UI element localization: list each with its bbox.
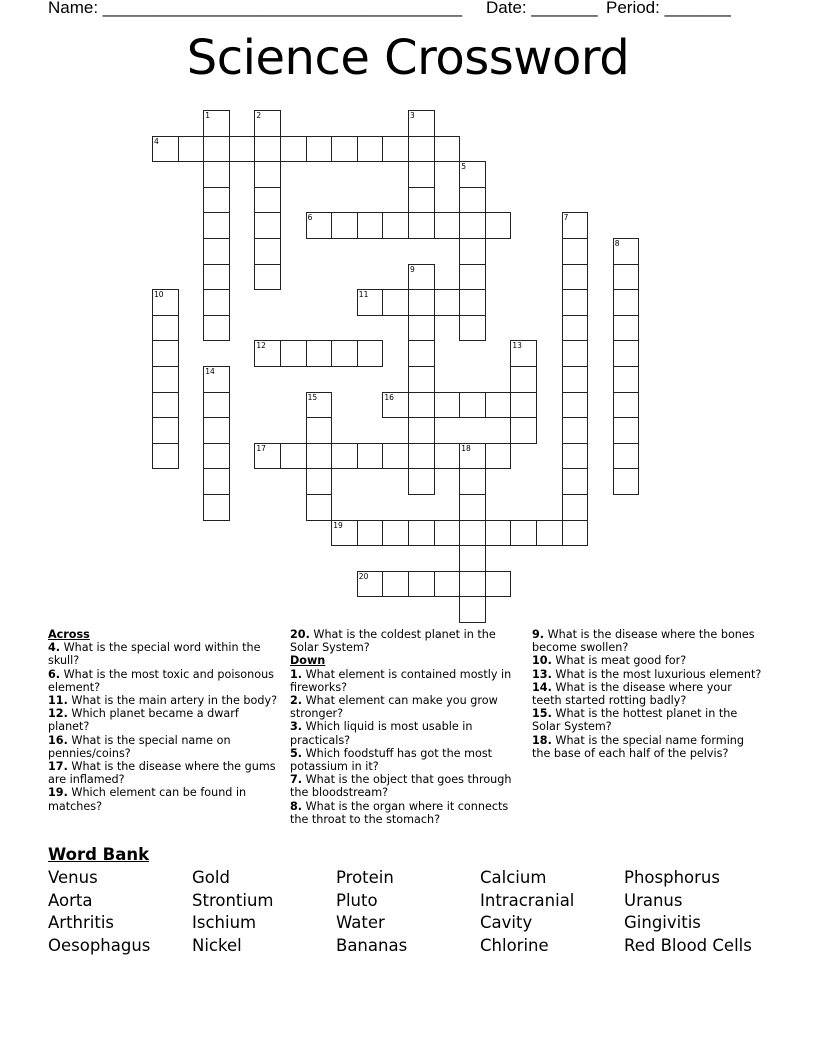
crossword-cell[interactable] bbox=[485, 520, 512, 547]
crossword-cell[interactable] bbox=[152, 366, 179, 393]
crossword-cell[interactable] bbox=[382, 520, 409, 547]
clue-down-18: 18. What is the special name forming the base of each half of the pelvis? bbox=[532, 733, 745, 760]
word-bank-list bbox=[48, 867, 768, 957]
crossword-cell[interactable] bbox=[254, 161, 281, 188]
word-bank-item: Oesophagus bbox=[48, 935, 151, 955]
crossword-cell[interactable] bbox=[459, 212, 486, 239]
clue-number: 12 bbox=[256, 341, 266, 351]
crossword-cell[interactable] bbox=[254, 238, 281, 265]
crossword-cell[interactable] bbox=[613, 289, 640, 316]
crossword-cell[interactable] bbox=[408, 417, 435, 444]
crossword-cell[interactable] bbox=[152, 315, 179, 342]
crossword-cell[interactable] bbox=[382, 289, 409, 316]
clue-across-6: 6. What is the most toxic and poisonous element? bbox=[48, 667, 274, 694]
crossword-cell[interactable] bbox=[357, 520, 384, 547]
crossword-cell[interactable] bbox=[459, 468, 486, 495]
word-bank-heading: Word Bank bbox=[48, 845, 150, 864]
page-title: Science Crossword bbox=[186, 30, 630, 86]
crossword-cell[interactable] bbox=[331, 136, 358, 163]
clue-across-4: 4. What is the special word within the skull? bbox=[48, 641, 261, 668]
crossword-cell[interactable] bbox=[434, 289, 461, 316]
crossword-cell[interactable] bbox=[357, 212, 384, 239]
clue-number: 16 bbox=[384, 392, 394, 402]
crossword-cell[interactable] bbox=[280, 340, 307, 367]
crossword-cell[interactable] bbox=[459, 545, 486, 572]
crossword-cell[interactable] bbox=[203, 187, 230, 214]
crossword-cell[interactable] bbox=[562, 315, 589, 342]
crossword-cell[interactable] bbox=[613, 468, 640, 495]
clue-down-15: 15. What is the hottest planet in the Solar System? bbox=[532, 707, 738, 734]
clue-number: 11 bbox=[358, 290, 369, 300]
down-heading: Down bbox=[290, 654, 326, 668]
crossword-cell[interactable] bbox=[408, 315, 435, 342]
word-bank-item: Pluto bbox=[336, 890, 378, 910]
clue-number: 9 bbox=[410, 264, 415, 274]
crossword-cell[interactable] bbox=[459, 596, 486, 623]
crossword-cell[interactable] bbox=[254, 136, 281, 163]
word-bank-item: Uranus bbox=[624, 890, 683, 910]
crossword-cell[interactable] bbox=[280, 136, 307, 163]
crossword-cell[interactable] bbox=[331, 212, 358, 239]
crossword-cell[interactable] bbox=[306, 494, 333, 521]
crossword-cell[interactable] bbox=[331, 340, 358, 367]
crossword-cell[interactable] bbox=[254, 340, 281, 367]
crossword-cell[interactable] bbox=[459, 264, 486, 291]
clue-number: 3 bbox=[410, 111, 415, 120]
across-heading: Across bbox=[48, 628, 90, 641]
crossword-cell[interactable] bbox=[203, 468, 230, 495]
clue-number: 15 bbox=[307, 392, 318, 402]
crossword-cell[interactable] bbox=[408, 571, 435, 598]
crossword-cell[interactable] bbox=[203, 417, 230, 444]
clues-column-2 bbox=[290, 628, 522, 826]
crossword-cell[interactable] bbox=[382, 392, 409, 419]
crossword-cell[interactable] bbox=[203, 366, 230, 393]
clue-across-17: 17. What is the disease where the gums are inflamed? bbox=[48, 760, 276, 787]
clue-across-16: 16. What is the special name on pennies/coins? bbox=[48, 733, 231, 760]
crossword-cell[interactable] bbox=[357, 443, 384, 470]
crossword-cell[interactable] bbox=[459, 289, 486, 316]
word-bank-item: Intracranial bbox=[480, 890, 575, 910]
crossword-cell[interactable] bbox=[562, 417, 589, 444]
crossword-cell[interactable] bbox=[254, 110, 281, 137]
crossword-cell[interactable] bbox=[613, 443, 640, 470]
crossword-cell[interactable] bbox=[306, 212, 333, 239]
crossword-cell[interactable] bbox=[434, 392, 461, 419]
word-bank-item: Bananas bbox=[336, 935, 408, 955]
crossword-cell[interactable] bbox=[203, 315, 230, 342]
crossword-cell[interactable] bbox=[152, 136, 179, 163]
crossword-cell[interactable] bbox=[434, 136, 461, 163]
crossword-cell[interactable] bbox=[152, 417, 179, 444]
crossword-cell[interactable] bbox=[408, 212, 435, 239]
crossword-cell[interactable] bbox=[408, 366, 435, 393]
crossword-cell[interactable] bbox=[229, 136, 256, 163]
crossword-cell[interactable] bbox=[459, 520, 486, 547]
clue-across-19: 19. Which element can be found in matches? bbox=[48, 786, 247, 813]
word-bank-item: Aorta bbox=[48, 890, 93, 910]
clue-across-20: 20. What is the coldest planet in the Solar System? bbox=[290, 628, 496, 655]
crossword-cell[interactable] bbox=[459, 443, 486, 470]
clue-number: 6 bbox=[307, 213, 313, 223]
crossword-cell[interactable] bbox=[613, 264, 640, 291]
crossword-cell[interactable] bbox=[510, 340, 537, 367]
clue-down-1: 1. What element is contained mostly in fireworks? bbox=[290, 667, 512, 694]
crossword-cell[interactable] bbox=[306, 340, 333, 367]
clue-down-13: 13. What is the most luxurious element? bbox=[532, 667, 762, 681]
crossword-cell[interactable] bbox=[613, 238, 640, 265]
clue-down-7: 7. What is the object that goes through the bloodstream? bbox=[290, 773, 512, 800]
crossword-cell[interactable] bbox=[306, 468, 333, 495]
crossword-cell[interactable] bbox=[459, 571, 486, 598]
date-field[interactable]: Date: _______ bbox=[486, 0, 598, 17]
clue-down-8: 8. What is the organ where it connects the throat to the stomach? bbox=[290, 799, 509, 826]
crossword-cell[interactable] bbox=[203, 443, 230, 470]
word-bank bbox=[48, 845, 768, 957]
crossword-cell[interactable] bbox=[203, 494, 230, 521]
crossword-cell[interactable] bbox=[536, 520, 563, 547]
word-bank-item: Nickel bbox=[192, 935, 242, 955]
crossword-cell[interactable] bbox=[152, 340, 179, 367]
word-bank-item: Water bbox=[336, 913, 385, 933]
crossword-cell[interactable] bbox=[152, 289, 179, 316]
crossword-cell[interactable] bbox=[562, 494, 589, 521]
crossword-cell[interactable] bbox=[562, 212, 589, 239]
crossword-cell[interactable] bbox=[485, 443, 512, 470]
crossword-cell[interactable] bbox=[203, 238, 230, 265]
crossword-cell[interactable] bbox=[510, 366, 537, 393]
crossword-cell[interactable] bbox=[408, 264, 435, 291]
crossword-cell[interactable] bbox=[408, 340, 435, 367]
crossword-cell[interactable] bbox=[382, 571, 409, 598]
word-bank-item: Cavity bbox=[480, 913, 533, 933]
crossword-cell[interactable] bbox=[306, 392, 333, 419]
crossword-cell[interactable] bbox=[562, 520, 589, 547]
crossword-cell[interactable] bbox=[459, 161, 486, 188]
word-bank-item: Ischium bbox=[192, 913, 257, 933]
crossword-cell[interactable] bbox=[203, 161, 230, 188]
period-field[interactable]: Period: _______ bbox=[606, 0, 731, 17]
crossword-cell[interactable] bbox=[459, 392, 486, 419]
crossword-cell[interactable] bbox=[306, 443, 333, 470]
clue-number: 2 bbox=[256, 111, 262, 120]
clue-number: 17 bbox=[256, 443, 266, 453]
crossword-cell[interactable] bbox=[254, 187, 281, 214]
crossword-cell[interactable] bbox=[613, 366, 640, 393]
crossword-cell[interactable] bbox=[613, 340, 640, 367]
crossword-cell[interactable] bbox=[562, 238, 589, 265]
crossword-cell[interactable] bbox=[203, 212, 230, 239]
crossword-cell[interactable] bbox=[613, 315, 640, 342]
crossword-cell[interactable] bbox=[562, 264, 589, 291]
crossword-cell[interactable] bbox=[203, 110, 230, 137]
crossword-cell[interactable] bbox=[485, 212, 512, 239]
crossword-cell[interactable] bbox=[408, 289, 435, 316]
crossword-cell[interactable] bbox=[434, 520, 461, 547]
clue-down-10: 10. What is meat good for? bbox=[532, 654, 687, 668]
crossword-cell[interactable] bbox=[459, 238, 486, 265]
crossword-cell[interactable] bbox=[408, 110, 435, 137]
clue-number: 5 bbox=[461, 162, 466, 172]
crossword-cell[interactable] bbox=[562, 443, 589, 470]
crossword-cell[interactable] bbox=[408, 468, 435, 495]
clue-down-2: 2. What element can make you grow stronger? bbox=[290, 694, 498, 721]
crossword-cell[interactable] bbox=[357, 571, 384, 598]
crossword-cell[interactable] bbox=[408, 136, 435, 163]
crossword-cell[interactable] bbox=[357, 136, 384, 163]
crossword-cell[interactable] bbox=[510, 417, 537, 444]
crossword-cell[interactable] bbox=[485, 392, 512, 419]
clue-number: 20 bbox=[358, 571, 369, 581]
clue-across-11: 11. What is the main artery in the body? bbox=[48, 694, 278, 708]
word-bank-item: Protein bbox=[336, 868, 394, 887]
crossword-cell[interactable] bbox=[613, 392, 640, 419]
clue-down-3: 3. Which liquid is most usable in practicals? bbox=[290, 720, 473, 747]
crossword-cell[interactable] bbox=[459, 494, 486, 521]
crossword-cell[interactable] bbox=[382, 136, 409, 163]
word-bank-item: Red Blood Cells bbox=[624, 935, 752, 955]
crossword-cell[interactable] bbox=[306, 136, 333, 163]
crossword-cell[interactable] bbox=[459, 315, 486, 342]
clue-number: 14 bbox=[205, 367, 215, 376]
crossword-cell[interactable] bbox=[178, 136, 205, 163]
clue-number: 18 bbox=[461, 443, 471, 453]
word-bank-item: Gingivitis bbox=[624, 913, 701, 933]
crossword-cell[interactable] bbox=[280, 443, 307, 470]
crossword-cell[interactable] bbox=[254, 443, 281, 470]
crossword-cell[interactable] bbox=[408, 392, 435, 419]
crossword-cell[interactable] bbox=[434, 443, 461, 470]
crossword-cell[interactable] bbox=[203, 289, 230, 316]
crossword-cell[interactable] bbox=[434, 571, 461, 598]
crossword-cell[interactable] bbox=[562, 468, 589, 495]
crossword-cell[interactable] bbox=[459, 187, 486, 214]
word-bank-item: Venus bbox=[48, 868, 98, 887]
crossword-cell[interactable] bbox=[382, 212, 409, 239]
crossword-cell[interactable] bbox=[357, 340, 384, 367]
clue-number: 19 bbox=[333, 520, 343, 530]
crossword-cell[interactable] bbox=[485, 571, 512, 598]
word-bank-item: Strontium bbox=[192, 890, 274, 910]
clue-number: 13 bbox=[512, 341, 522, 351]
clue-number: 7 bbox=[563, 213, 569, 223]
clue-across-12: 12. Which planet became a dwarf planet? bbox=[48, 707, 239, 734]
crossword-cell[interactable] bbox=[562, 366, 589, 393]
crossword-cell[interactable] bbox=[434, 212, 461, 239]
crossword-cell[interactable] bbox=[331, 520, 358, 547]
clue-down-9: 9. What is the disease where the bones become swollen? bbox=[532, 628, 755, 655]
crossword-cell[interactable] bbox=[254, 212, 281, 239]
crossword-cell[interactable] bbox=[408, 443, 435, 470]
crossword-cell[interactable] bbox=[408, 520, 435, 547]
crossword-cell[interactable] bbox=[562, 392, 589, 419]
crossword-cell[interactable] bbox=[382, 443, 409, 470]
crossword-cell[interactable] bbox=[203, 136, 230, 163]
crossword-cell[interactable] bbox=[203, 392, 230, 419]
word-bank-item: Chlorine bbox=[480, 935, 549, 955]
crossword-cell[interactable] bbox=[357, 289, 384, 316]
clue-number: 10 bbox=[154, 290, 164, 300]
clue-down-5: 5. Which foodstuff has got the most potassium in it? bbox=[290, 746, 493, 774]
crossword-cell[interactable] bbox=[331, 443, 358, 470]
crossword-cell[interactable] bbox=[408, 187, 435, 214]
word-bank-item: Calcium bbox=[480, 868, 547, 887]
clue-number: 1 bbox=[205, 111, 210, 120]
crossword-cell[interactable] bbox=[562, 289, 589, 316]
crossword-cell[interactable] bbox=[510, 520, 537, 547]
clues-column-1 bbox=[48, 628, 280, 813]
word-bank-item: Phosphorus bbox=[624, 868, 720, 887]
crossword-cell[interactable] bbox=[510, 392, 537, 419]
crossword-cell[interactable] bbox=[306, 417, 333, 444]
crossword-cell[interactable] bbox=[152, 392, 179, 419]
word-bank-item: Arthritis bbox=[48, 913, 115, 933]
clue-number: 8 bbox=[614, 239, 620, 248]
crossword-cell[interactable] bbox=[408, 161, 435, 188]
crossword-cell[interactable] bbox=[203, 264, 230, 291]
crossword-cell[interactable] bbox=[152, 443, 179, 470]
clue-down-14: 14. What is the disease where your teeth started rotting badly? bbox=[532, 680, 732, 708]
clues-column-3 bbox=[532, 628, 764, 760]
crossword-cell[interactable] bbox=[613, 417, 640, 444]
clue-number: 4 bbox=[154, 136, 159, 146]
crossword-cell[interactable] bbox=[562, 340, 589, 367]
name-field[interactable]: Name: ______________________________________ bbox=[48, 0, 463, 17]
word-bank-item: Gold bbox=[192, 868, 230, 887]
crossword-cell[interactable] bbox=[254, 264, 281, 291]
